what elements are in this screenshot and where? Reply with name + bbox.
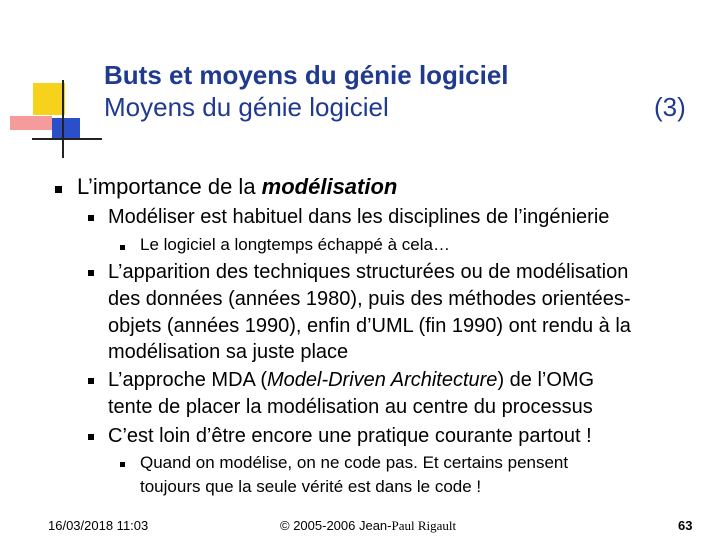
sub-bullet-2-line4: modélisation sa juste place: [108, 341, 349, 363]
logo-blue-square: [52, 118, 80, 138]
sub-bullet-3-line1: L’approche MDA (Model-Driven Architecture) de l’OMG: [108, 369, 595, 391]
sub-bullet-4: C’est loin d’être encore une pratique courante partout !: [108, 425, 592, 447]
bullet-square-icon: [88, 434, 94, 440]
sub-bullet-4-child-line1: Quand on modélise, on ne code pas. Et certains pensent: [140, 453, 569, 472]
sub-bullet-2-line1: L’apparition des techniques structurées ou de modélisation: [108, 261, 629, 283]
bullet-square-icon: [120, 462, 125, 467]
logo-pink-bar: [10, 116, 52, 130]
sub-bullet-3-emphasis: Model-Driven Architecture: [266, 369, 498, 391]
footer-date: 16/03/2018 11:03: [48, 518, 149, 533]
bullet-square-icon: [120, 245, 125, 250]
bullet-square-icon: [88, 215, 94, 221]
sub-bullet-3-line2: tente de placer la modélisation au centre du processus: [108, 396, 593, 418]
main-bullet-emphasis: modélisation: [261, 174, 398, 199]
sub-bullet-4-child-line2: toujours que la seule vérité est dans le code !: [140, 477, 482, 496]
sub-bullet-1: Modéliser est habituel dans les disciplines de l’ingénierie: [108, 206, 610, 228]
logo-horizontal-line: [32, 138, 102, 140]
logo-vertical-line: [62, 80, 64, 158]
slide-title: Buts et moyens du génie logiciel: [104, 60, 509, 90]
main-bullet-text: L’importance de la modélisation: [77, 174, 398, 199]
slide-part-number: (3): [654, 92, 686, 122]
sub-bullet-1-child: Le logiciel a longtemps échappé à cela…: [140, 235, 450, 254]
sub-bullet-2-line2: des données (années 1980), puis des méthodes orientées-: [108, 288, 631, 310]
logo-yellow-square: [33, 83, 65, 115]
slide-subtitle: Moyens du génie logiciel: [104, 92, 389, 122]
sub-bullet-2-line3: objets (années 1990), enfin d’UML (fin 1990) ont rendu à la: [108, 315, 631, 337]
footer-page-number: 63: [678, 518, 693, 533]
footer-copyright: © 2005-2006 Jean-Paul Rigault: [280, 518, 457, 533]
bullet-square-icon: [55, 186, 62, 193]
bullet-square-icon: [88, 270, 94, 276]
bullet-square-icon: [88, 378, 94, 384]
